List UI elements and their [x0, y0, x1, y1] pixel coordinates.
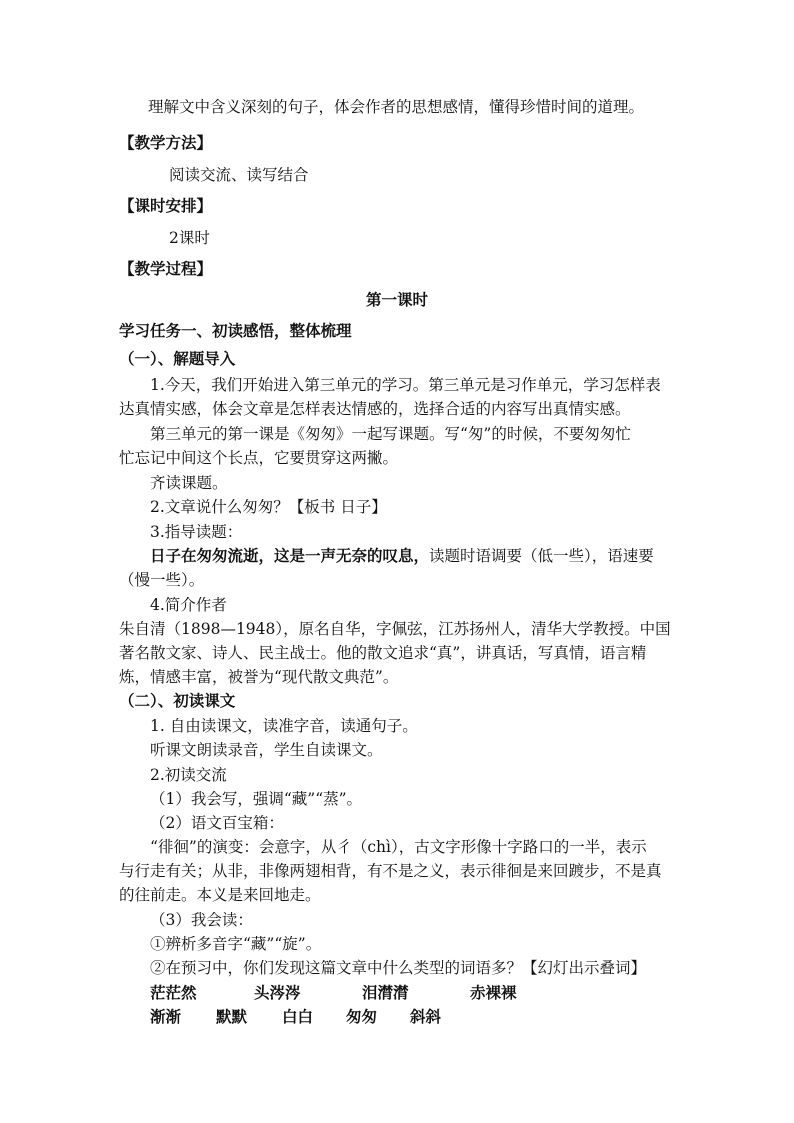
reduplicated-words-row-2: [150, 1006, 441, 1028]
paragraph: ①辨析多音字“藏”“旋”。: [150, 935, 322, 953]
paragraph: （3）我会读：: [150, 911, 253, 929]
process-heading: 【教学过程】: [119, 259, 213, 278]
paragraph: （慢一些）。: [119, 571, 205, 589]
paragraph: 听课文朗读录音，学生自读课文。: [150, 741, 383, 759]
paragraph: 的往前走。本义是来回地走。: [119, 886, 321, 904]
paragraph: （2）语文百宝箱：: [150, 814, 284, 832]
schedule-heading: 【课时安排】: [119, 196, 213, 215]
paragraph: “徘徊”的演变：会意字，从彳（chì），古文字形像十字路口的一半，表示: [150, 838, 647, 856]
paragraph: 1.今天，我们开始进入第三单元的学习。第三单元是习作单元，学习怎样表: [150, 376, 661, 394]
paragraph: [150, 545, 654, 567]
author-bio: 著名散文家、诗人、民主战士。他的散文追求“真”，讲真话，写真情，语言精: [119, 644, 647, 662]
word: 默默: [216, 1007, 248, 1026]
emphasis-text: 日子在匆匆流逝，这是一声无奈的叹息，: [150, 546, 430, 565]
author-bio: 炼，情感丰富，被誉为“现代散文典范”。: [119, 668, 399, 686]
method-heading: 【教学方法】: [119, 133, 213, 152]
paragraph: 2.初读交流: [150, 766, 227, 784]
reduplicated-words-row-1: [150, 982, 517, 1004]
objectives-text: 理解文中含义深刻的句子，体会作者的思想感情，懂得珍惜时间的道理。: [148, 98, 645, 116]
paragraph: 达真情实感，体会文章是怎样表达情感的，选择合适的内容写出真情实感。: [119, 400, 631, 418]
paragraph: 2.文章说什么匆匆？【板书 日子】: [150, 498, 387, 516]
word: 头涔涔: [254, 983, 301, 1002]
word: 斜斜: [410, 1007, 442, 1026]
section-heading-reading: （二）、初读课文: [119, 691, 236, 710]
paragraph: 齐读课题。: [150, 474, 228, 492]
paragraph: 与行走有关；从非，非像两翅相背，有不是之义，表示徘徊是来回踱步，不是真: [119, 862, 662, 880]
author-bio: 朱自清（1898—1948），原名自华，字佩弦，江苏扬州人，清华大学教授。中国: [119, 620, 671, 638]
task-heading: 学习任务一、初读感悟，整体梳理: [119, 321, 352, 340]
paragraph: 3.指导读题：: [150, 523, 243, 541]
lesson-title: 第一课时: [365, 290, 428, 309]
paragraph: 4.简介作者: [150, 596, 227, 614]
word: 泪潸潸: [362, 983, 409, 1002]
word: 渐渐: [150, 1007, 182, 1026]
section-heading-intro: （一）、解题导入: [119, 349, 236, 368]
paragraph: 1. 自由读课文，读准字音，读通句子。: [150, 717, 418, 735]
method-text: 阅读交流、读写结合: [169, 166, 309, 184]
word: 白白: [282, 1007, 314, 1026]
word: 茫茫然: [150, 983, 197, 1002]
word: 匆匆: [346, 1007, 378, 1026]
word: 赤裸裸: [470, 983, 517, 1002]
paragraph: 第三单元的第一课是《匆匆》一起写课题。写“匆”的时候，不要匆匆忙: [150, 425, 631, 443]
schedule-text: 2课时: [169, 229, 210, 247]
paragraph: 忙忘记中间这个长点，它要贯穿这两撇。: [119, 449, 399, 467]
paragraph: ②在预习中，你们发现这篇文章中什么类型的词语多？【幻灯出示叠词】: [150, 959, 647, 977]
paragraph: （1）我会写，强调“藏”“蒸”。: [150, 790, 363, 808]
paragraph-text: 读题时语调要（低一些），语速要: [429, 547, 654, 565]
